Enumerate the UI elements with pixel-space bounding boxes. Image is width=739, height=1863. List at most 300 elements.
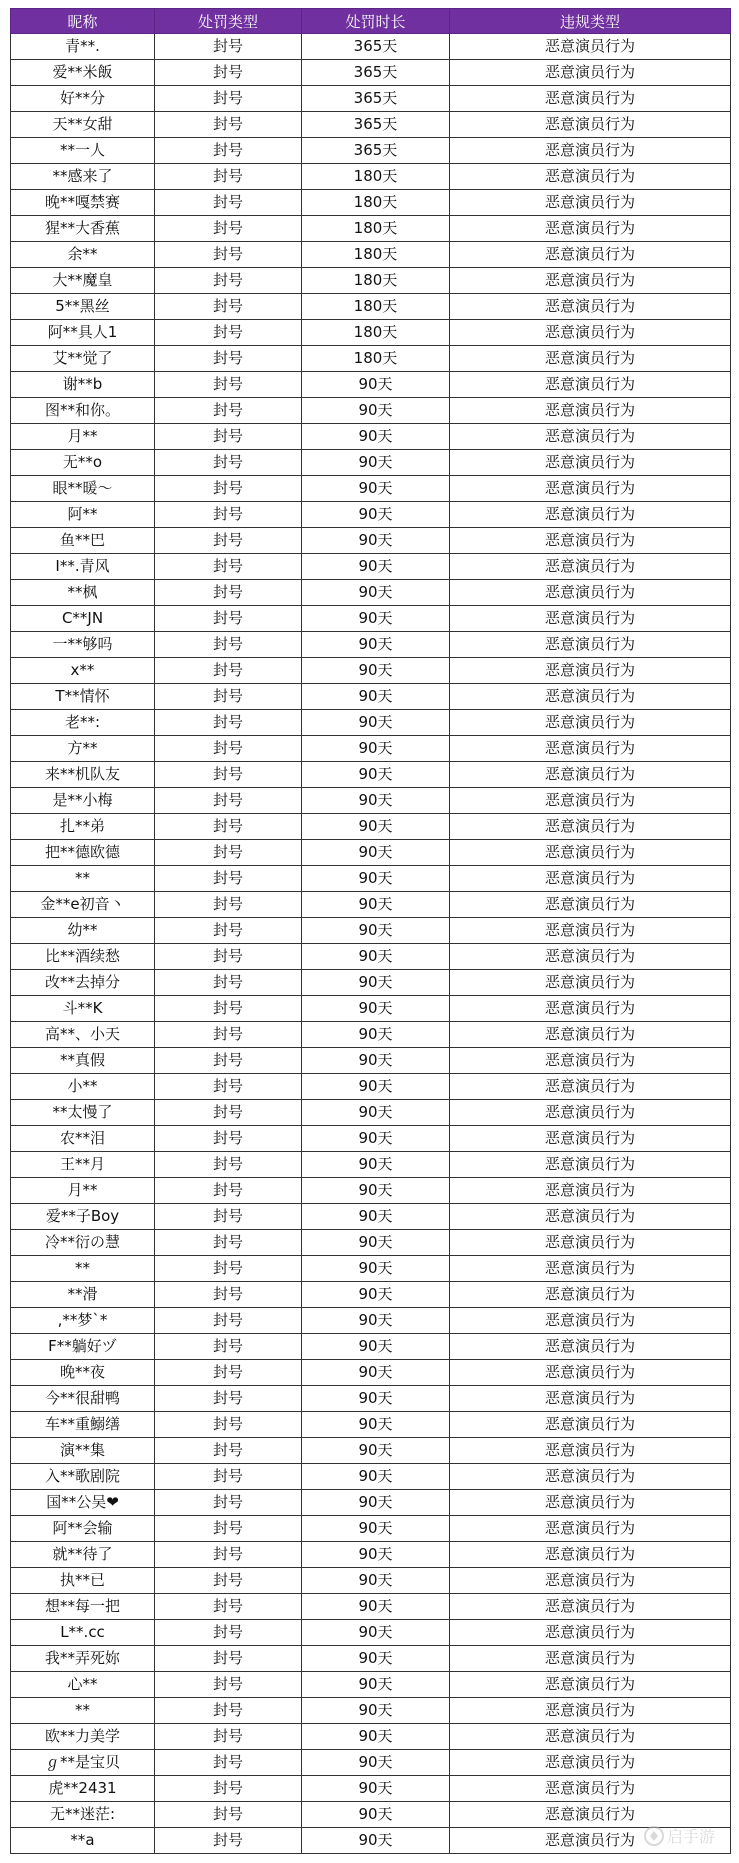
table-row (11, 1022, 731, 1048)
cell-violation-type: 恶意演员行为 (450, 1542, 731, 1568)
table-row (11, 294, 731, 320)
table-row (11, 1230, 731, 1256)
cell-penalty-type: 封号 (155, 1464, 302, 1490)
cell-violation-type: 恶意演员行为 (450, 164, 731, 190)
cell-penalty-type: 封号 (155, 736, 302, 762)
cell-nickname: ℊ**是宝贝 (11, 1750, 155, 1776)
cell-violation-type: 恶意演员行为 (450, 606, 731, 632)
cell-violation-type: 恶意演员行为 (450, 112, 731, 138)
cell-penalty-duration: 90天 (302, 1308, 450, 1334)
cell-penalty-duration: 90天 (302, 1620, 450, 1646)
cell-nickname: 把**德欧德 (11, 840, 155, 866)
cell-penalty-duration: 90天 (302, 1802, 450, 1828)
cell-violation-type: 恶意演员行为 (450, 242, 731, 268)
cell-penalty-duration: 90天 (302, 1178, 450, 1204)
cell-violation-type: 恶意演员行为 (450, 1750, 731, 1776)
cell-penalty-duration: 90天 (302, 1594, 450, 1620)
table-row (11, 1646, 731, 1672)
cell-penalty-type: 封号 (155, 1542, 302, 1568)
cell-violation-type: 恶意演员行为 (450, 450, 731, 476)
cell-penalty-type: 封号 (155, 1178, 302, 1204)
cell-penalty-type: 封号 (155, 1412, 302, 1438)
cell-nickname: C**JN (11, 606, 155, 632)
cell-penalty-type: 封号 (155, 814, 302, 840)
table-row (11, 528, 731, 554)
cell-nickname: 爱**子Boy (11, 1204, 155, 1230)
cell-penalty-type: 封号 (155, 1828, 302, 1854)
cell-penalty-type: 封号 (155, 554, 302, 580)
table-row (11, 1672, 731, 1698)
cell-nickname: 眼**暖～ (11, 476, 155, 502)
cell-nickname: L**.cc (11, 1620, 155, 1646)
cell-penalty-duration: 90天 (302, 762, 450, 788)
cell-penalty-duration: 90天 (302, 1152, 450, 1178)
table-row (11, 1464, 731, 1490)
table-row (11, 1776, 731, 1802)
cell-violation-type: 恶意演员行为 (450, 1230, 731, 1256)
cell-violation-type: 恶意演员行为 (450, 1568, 731, 1594)
cell-nickname: 虎**2431 (11, 1776, 155, 1802)
cell-penalty-duration: 90天 (302, 866, 450, 892)
table-row (11, 164, 731, 190)
table-row (11, 1178, 731, 1204)
table-row (11, 112, 731, 138)
table-row (11, 242, 731, 268)
cell-violation-type: 恶意演员行为 (450, 476, 731, 502)
table-row (11, 86, 731, 112)
cell-penalty-duration: 180天 (302, 294, 450, 320)
cell-nickname: 阿**会输 (11, 1516, 155, 1542)
cell-nickname: 5**黑丝 (11, 294, 155, 320)
table-row (11, 684, 731, 710)
cell-penalty-duration: 90天 (302, 1464, 450, 1490)
table-row (11, 918, 731, 944)
cell-nickname: 阿**具人1 (11, 320, 155, 346)
cell-penalty-type: 封号 (155, 242, 302, 268)
cell-nickname: ,**梦`* (11, 1308, 155, 1334)
cell-penalty-type: 封号 (155, 1100, 302, 1126)
cell-violation-type: 恶意演员行为 (450, 346, 731, 372)
cell-penalty-type: 封号 (155, 268, 302, 294)
cell-violation-type: 恶意演员行为 (450, 294, 731, 320)
cell-violation-type: 恶意演员行为 (450, 1048, 731, 1074)
cell-penalty-type: 封号 (155, 424, 302, 450)
cell-nickname: 改**去掉分 (11, 970, 155, 996)
cell-penalty-type: 封号 (155, 1646, 302, 1672)
cell-penalty-duration: 90天 (302, 1828, 450, 1854)
cell-penalty-duration: 180天 (302, 190, 450, 216)
table-row (11, 346, 731, 372)
table-row (11, 1542, 731, 1568)
table-row (11, 1620, 731, 1646)
cell-nickname: **枫 (11, 580, 155, 606)
cell-penalty-type: 封号 (155, 632, 302, 658)
cell-penalty-duration: 90天 (302, 1776, 450, 1802)
cell-penalty-type: 封号 (155, 918, 302, 944)
cell-violation-type: 恶意演员行为 (450, 1776, 731, 1802)
table-row (11, 1204, 731, 1230)
cell-penalty-type: 封号 (155, 60, 302, 86)
table-row (11, 398, 731, 424)
cell-penalty-duration: 90天 (302, 892, 450, 918)
cell-violation-type: 恶意演员行为 (450, 1490, 731, 1516)
cell-violation-type: 恶意演员行为 (450, 1308, 731, 1334)
table-row (11, 1594, 731, 1620)
cell-penalty-type: 封号 (155, 1438, 302, 1464)
cell-penalty-type: 封号 (155, 1724, 302, 1750)
cell-penalty-type: 封号 (155, 34, 302, 60)
cell-nickname: I**.青风 (11, 554, 155, 580)
cell-penalty-type: 封号 (155, 1672, 302, 1698)
table-row (11, 320, 731, 346)
cell-penalty-duration: 180天 (302, 216, 450, 242)
cell-penalty-type: 封号 (155, 1516, 302, 1542)
cell-nickname: **感来了 (11, 164, 155, 190)
cell-penalty-type: 封号 (155, 1256, 302, 1282)
header-penalty-duration: 处罚时长 (302, 9, 450, 34)
cell-penalty-type: 封号 (155, 1204, 302, 1230)
cell-violation-type: 恶意演员行为 (450, 710, 731, 736)
cell-violation-type: 恶意演员行为 (450, 554, 731, 580)
cell-violation-type: 恶意演员行为 (450, 944, 731, 970)
table-row (11, 1074, 731, 1100)
cell-nickname: 是**小梅 (11, 788, 155, 814)
cell-penalty-duration: 90天 (302, 1126, 450, 1152)
cell-penalty-type: 封号 (155, 762, 302, 788)
cell-nickname: 车**重鰯缮 (11, 1412, 155, 1438)
table-row (11, 1412, 731, 1438)
cell-nickname: 入**歌剧院 (11, 1464, 155, 1490)
cell-penalty-type: 封号 (155, 580, 302, 606)
cell-violation-type: 恶意演员行为 (450, 528, 731, 554)
cell-violation-type: 恶意演员行为 (450, 632, 731, 658)
cell-penalty-duration: 90天 (302, 840, 450, 866)
cell-nickname: 金**e初音丶 (11, 892, 155, 918)
table-row (11, 606, 731, 632)
table-row (11, 970, 731, 996)
table-row (11, 1438, 731, 1464)
cell-violation-type: 恶意演员行为 (450, 1646, 731, 1672)
cell-violation-type: 恶意演员行为 (450, 1464, 731, 1490)
cell-penalty-duration: 90天 (302, 736, 450, 762)
table-row (11, 1308, 731, 1334)
cell-penalty-duration: 90天 (302, 528, 450, 554)
table-row (11, 138, 731, 164)
watermark-icon (643, 1823, 725, 1849)
table-row (11, 1282, 731, 1308)
cell-nickname: **滑 (11, 1282, 155, 1308)
header-nickname: 昵称 (11, 9, 155, 34)
cell-violation-type: 恶意演员行为 (450, 1672, 731, 1698)
cell-penalty-duration: 90天 (302, 944, 450, 970)
table-row (11, 1516, 731, 1542)
table-row (11, 1048, 731, 1074)
cell-violation-type: 恶意演员行为 (450, 1256, 731, 1282)
cell-nickname: 晚**夜 (11, 1360, 155, 1386)
table-row (11, 944, 731, 970)
cell-penalty-type: 封号 (155, 658, 302, 684)
cell-penalty-type: 封号 (155, 320, 302, 346)
cell-violation-type: 恶意演员行为 (450, 1360, 731, 1386)
cell-nickname: 王**月 (11, 1152, 155, 1178)
cell-penalty-duration: 90天 (302, 710, 450, 736)
cell-penalty-type: 封号 (155, 1282, 302, 1308)
cell-violation-type: 恶意演员行为 (450, 1620, 731, 1646)
cell-penalty-type: 封号 (155, 1776, 302, 1802)
cell-penalty-duration: 90天 (302, 1230, 450, 1256)
cell-violation-type: 恶意演员行为 (450, 60, 731, 86)
cell-nickname: 比**酒续愁 (11, 944, 155, 970)
cell-violation-type: 恶意演员行为 (450, 138, 731, 164)
cell-penalty-duration: 90天 (302, 398, 450, 424)
cell-violation-type: 恶意演员行为 (450, 86, 731, 112)
cell-nickname: 农**泪 (11, 1126, 155, 1152)
cell-penalty-type: 封号 (155, 190, 302, 216)
table-row (11, 580, 731, 606)
table-row (11, 450, 731, 476)
cell-penalty-type: 封号 (155, 866, 302, 892)
cell-penalty-duration: 90天 (302, 424, 450, 450)
cell-nickname: 阿** (11, 502, 155, 528)
cell-penalty-duration: 90天 (302, 1204, 450, 1230)
cell-penalty-type: 封号 (155, 1620, 302, 1646)
cell-penalty-type: 封号 (155, 1802, 302, 1828)
cell-violation-type: 恶意演员行为 (450, 1724, 731, 1750)
cell-nickname: 方** (11, 736, 155, 762)
cell-violation-type: 恶意演员行为 (450, 1126, 731, 1152)
cell-penalty-duration: 90天 (302, 1100, 450, 1126)
cell-nickname: 猩**大香蕉 (11, 216, 155, 242)
cell-penalty-duration: 90天 (302, 1412, 450, 1438)
cell-nickname: 好**分 (11, 86, 155, 112)
cell-penalty-duration: 180天 (302, 164, 450, 190)
cell-nickname: ** (11, 1256, 155, 1282)
cell-penalty-duration: 90天 (302, 450, 450, 476)
cell-penalty-duration: 365天 (302, 112, 450, 138)
cell-penalty-type: 封号 (155, 112, 302, 138)
cell-nickname: 斗**K (11, 996, 155, 1022)
cell-nickname: 艾**觉了 (11, 346, 155, 372)
cell-violation-type: 恶意演员行为 (450, 1594, 731, 1620)
cell-penalty-type: 封号 (155, 710, 302, 736)
cell-penalty-type: 封号 (155, 1308, 302, 1334)
cell-nickname: 鱼**巴 (11, 528, 155, 554)
table-row (11, 1100, 731, 1126)
cell-penalty-type: 封号 (155, 1490, 302, 1516)
cell-violation-type: 恶意演员行为 (450, 788, 731, 814)
table-row (11, 1360, 731, 1386)
cell-violation-type: 恶意演员行为 (450, 424, 731, 450)
cell-violation-type: 恶意演员行为 (450, 320, 731, 346)
cell-violation-type: 恶意演员行为 (450, 918, 731, 944)
table-header (11, 9, 731, 34)
table-row (11, 1698, 731, 1724)
table-row (11, 1828, 731, 1854)
cell-penalty-duration: 90天 (302, 1048, 450, 1074)
cell-nickname: 老**: (11, 710, 155, 736)
cell-nickname: 青**. (11, 34, 155, 60)
cell-nickname: 图**和你。 (11, 398, 155, 424)
table-row (11, 1152, 731, 1178)
table-row (11, 710, 731, 736)
cell-penalty-duration: 90天 (302, 1516, 450, 1542)
cell-violation-type: 恶意演员行为 (450, 1074, 731, 1100)
cell-penalty-duration: 90天 (302, 1256, 450, 1282)
cell-penalty-duration: 365天 (302, 34, 450, 60)
cell-penalty-type: 封号 (155, 1230, 302, 1256)
cell-violation-type: 恶意演员行为 (450, 190, 731, 216)
cell-violation-type: 恶意演员行为 (450, 840, 731, 866)
cell-violation-type: 恶意演员行为 (450, 1178, 731, 1204)
cell-nickname: 扎**弟 (11, 814, 155, 840)
table-row (11, 892, 731, 918)
cell-penalty-type: 封号 (155, 164, 302, 190)
cell-violation-type: 恶意演员行为 (450, 736, 731, 762)
cell-nickname: 执**已 (11, 1568, 155, 1594)
cell-penalty-type: 封号 (155, 346, 302, 372)
cell-penalty-duration: 180天 (302, 242, 450, 268)
cell-penalty-duration: 90天 (302, 1360, 450, 1386)
cell-penalty-type: 封号 (155, 606, 302, 632)
cell-nickname: 余** (11, 242, 155, 268)
watermark-text: 启手游 (667, 1827, 716, 1846)
penalty-table (10, 8, 731, 1854)
cell-violation-type: 恶意演员行为 (450, 1412, 731, 1438)
cell-nickname: **a (11, 1828, 155, 1854)
table-row (11, 1724, 731, 1750)
cell-penalty-type: 封号 (155, 1152, 302, 1178)
cell-nickname: 月** (11, 1178, 155, 1204)
cell-penalty-duration: 90天 (302, 1386, 450, 1412)
cell-penalty-duration: 365天 (302, 86, 450, 112)
table-row (11, 996, 731, 1022)
cell-penalty-type: 封号 (155, 502, 302, 528)
cell-violation-type: 恶意演员行为 (450, 996, 731, 1022)
cell-penalty-duration: 90天 (302, 1334, 450, 1360)
table-row (11, 476, 731, 502)
cell-penalty-duration: 90天 (302, 1750, 450, 1776)
cell-penalty-duration: 90天 (302, 1672, 450, 1698)
table-row (11, 736, 731, 762)
cell-violation-type: 恶意演员行为 (450, 1698, 731, 1724)
cell-nickname: **一人 (11, 138, 155, 164)
cell-penalty-duration: 90天 (302, 1438, 450, 1464)
table-row (11, 866, 731, 892)
table-row (11, 554, 731, 580)
cell-nickname: 心** (11, 1672, 155, 1698)
cell-penalty-duration: 90天 (302, 658, 450, 684)
cell-violation-type: 恶意演员行为 (450, 1516, 731, 1542)
cell-penalty-type: 封号 (155, 1074, 302, 1100)
cell-nickname: 国**公吴❤ (11, 1490, 155, 1516)
cell-penalty-type: 封号 (155, 1568, 302, 1594)
table-row (11, 372, 731, 398)
table-row (11, 268, 731, 294)
cell-violation-type: 恶意演员行为 (450, 1334, 731, 1360)
cell-penalty-type: 封号 (155, 138, 302, 164)
cell-penalty-duration: 90天 (302, 1542, 450, 1568)
cell-penalty-duration: 90天 (302, 1074, 450, 1100)
cell-penalty-type: 封号 (155, 1334, 302, 1360)
cell-penalty-type: 封号 (155, 372, 302, 398)
cell-nickname: 月** (11, 424, 155, 450)
cell-violation-type: 恶意演员行为 (450, 814, 731, 840)
header-row (11, 9, 731, 34)
cell-penalty-type: 封号 (155, 1022, 302, 1048)
cell-nickname: 谢**b (11, 372, 155, 398)
cell-violation-type: 恶意演员行为 (450, 892, 731, 918)
cell-penalty-duration: 90天 (302, 918, 450, 944)
cell-penalty-type: 封号 (155, 1360, 302, 1386)
cell-nickname: 一**够吗 (11, 632, 155, 658)
cell-penalty-duration: 90天 (302, 1698, 450, 1724)
cell-penalty-duration: 90天 (302, 684, 450, 710)
cell-penalty-duration: 90天 (302, 1568, 450, 1594)
table-row (11, 762, 731, 788)
cell-nickname: 就**待了 (11, 1542, 155, 1568)
cell-penalty-type: 封号 (155, 1048, 302, 1074)
cell-violation-type: 恶意演员行为 (450, 372, 731, 398)
cell-violation-type: 恶意演员行为 (450, 658, 731, 684)
cell-penalty-duration: 90天 (302, 1646, 450, 1672)
cell-violation-type: 恶意演员行为 (450, 970, 731, 996)
cell-nickname: 欧**力美学 (11, 1724, 155, 1750)
table-row (11, 34, 731, 60)
cell-nickname: **太慢了 (11, 1100, 155, 1126)
table-row (11, 1802, 731, 1828)
cell-nickname: **真假 (11, 1048, 155, 1074)
cell-penalty-type: 封号 (155, 450, 302, 476)
table-row (11, 424, 731, 450)
cell-penalty-duration: 365天 (302, 138, 450, 164)
cell-penalty-type: 封号 (155, 1386, 302, 1412)
cell-nickname: 无**迷茫: (11, 1802, 155, 1828)
cell-nickname: ** (11, 866, 155, 892)
cell-violation-type: 恶意演员行为 (450, 216, 731, 242)
cell-penalty-type: 封号 (155, 944, 302, 970)
table-row (11, 1568, 731, 1594)
cell-nickname: 演**集 (11, 1438, 155, 1464)
cell-penalty-type: 封号 (155, 294, 302, 320)
header-violation-type: 违规类型 (450, 9, 731, 34)
table-row (11, 1334, 731, 1360)
cell-nickname: 幼** (11, 918, 155, 944)
cell-penalty-duration: 90天 (302, 788, 450, 814)
cell-violation-type: 恶意演员行为 (450, 502, 731, 528)
table-row (11, 1126, 731, 1152)
cell-violation-type: 恶意演员行为 (450, 1802, 731, 1828)
cell-violation-type: 恶意演员行为 (450, 1386, 731, 1412)
cell-penalty-type: 封号 (155, 1126, 302, 1152)
cell-violation-type: 恶意演员行为 (450, 1438, 731, 1464)
cell-penalty-duration: 180天 (302, 268, 450, 294)
cell-penalty-duration: 90天 (302, 554, 450, 580)
cell-violation-type: 恶意演员行为 (450, 34, 731, 60)
cell-penalty-duration: 180天 (302, 346, 450, 372)
table-row (11, 1386, 731, 1412)
cell-violation-type: 恶意演员行为 (450, 1204, 731, 1230)
cell-nickname: x** (11, 658, 155, 684)
cell-nickname: F**躺好ヅ (11, 1334, 155, 1360)
cell-penalty-duration: 90天 (302, 1490, 450, 1516)
table-row (11, 788, 731, 814)
table-row (11, 632, 731, 658)
cell-penalty-type: 封号 (155, 996, 302, 1022)
cell-nickname: 冷**衍の慧 (11, 1230, 155, 1256)
table-row (11, 840, 731, 866)
cell-penalty-type: 封号 (155, 1750, 302, 1776)
cell-penalty-type: 封号 (155, 476, 302, 502)
